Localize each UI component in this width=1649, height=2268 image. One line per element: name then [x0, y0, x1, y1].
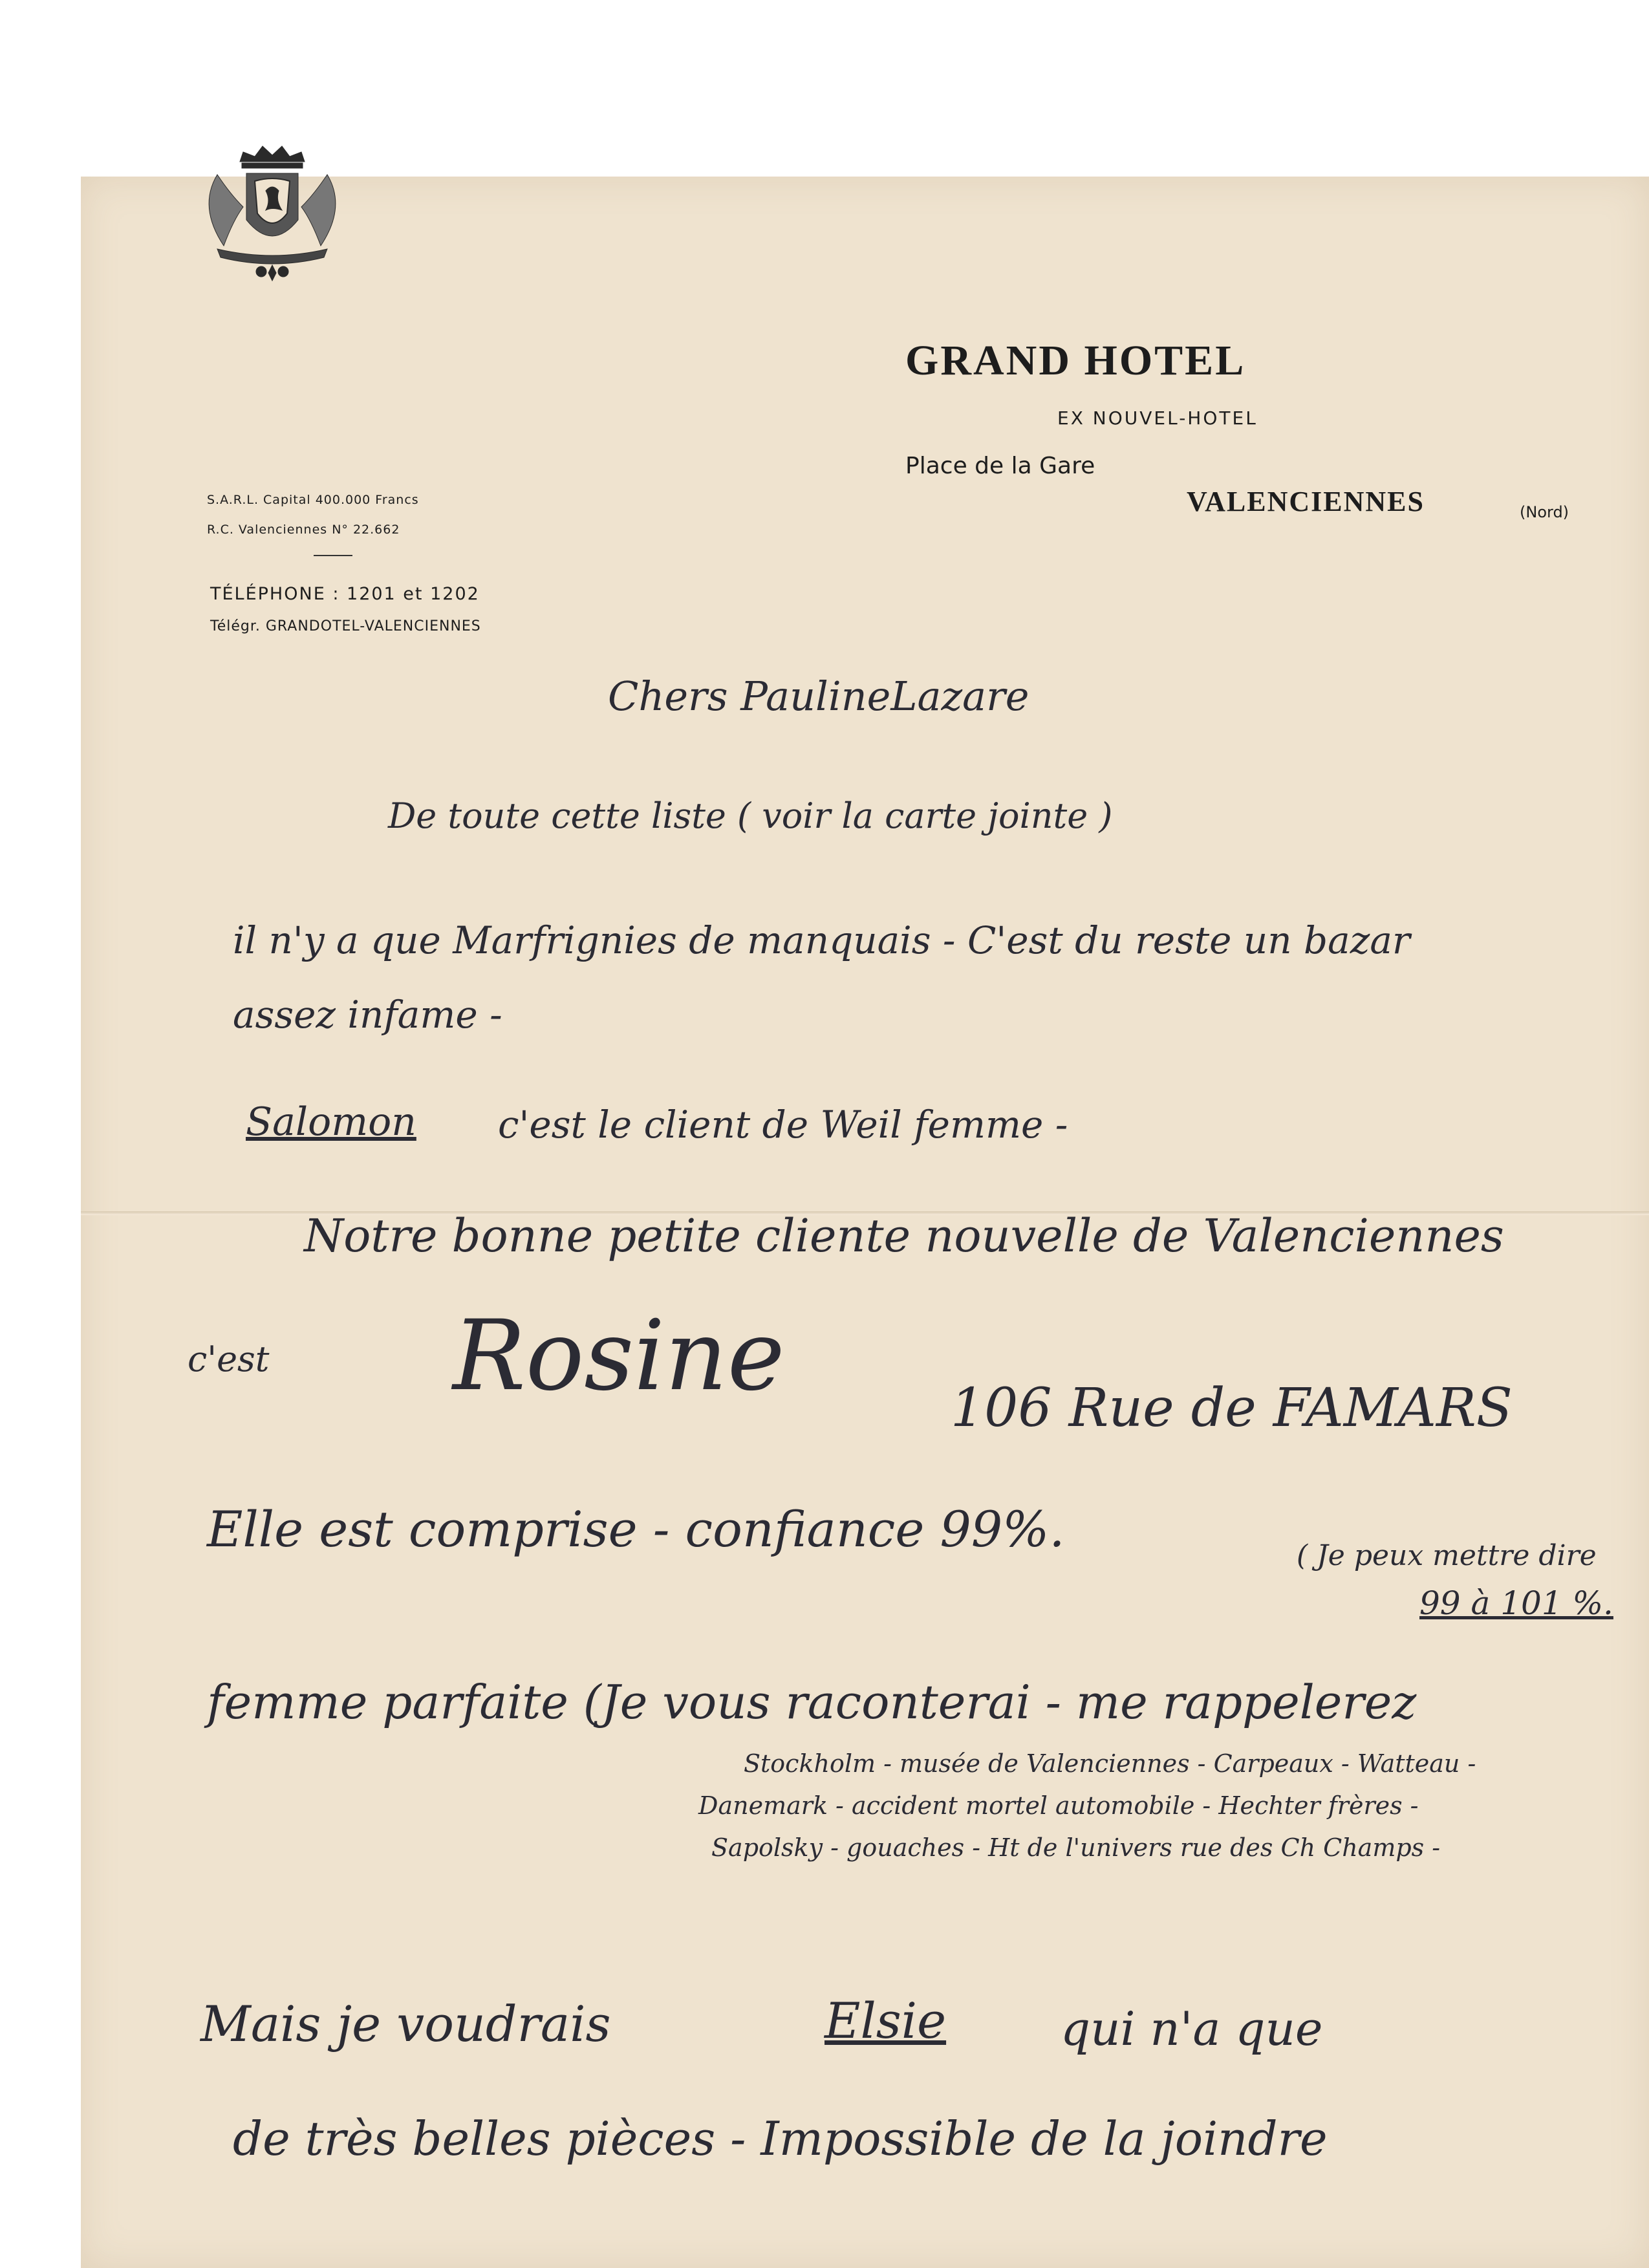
salutation: Chers PaulineLazare	[608, 673, 1029, 720]
letter-line-2: il n'y a que Marfrignies de manquais - C'est du reste un bazar	[233, 918, 1410, 962]
info-divider	[314, 555, 352, 556]
letter-line-7-note: ( Je peux mettre dire	[1297, 1539, 1597, 1572]
letter-line-6-address: 106 Rue de FAMARS	[951, 1377, 1513, 1439]
coat-of-arms-icon	[178, 142, 366, 291]
company-capital: S.A.R.L. Capital 400.000 Francs	[207, 493, 419, 507]
hotel-region: (Nord)	[1520, 503, 1569, 521]
telephone: TÉLÉPHONE : 1201 et 1202	[210, 584, 480, 604]
letter-line-12-b: qui n'a que	[1061, 2002, 1323, 2056]
letter-line-4-name: Salomon	[246, 1099, 416, 1145]
letter-line-11: Sapolsky - gouaches - Ht de l'univers rue des Ch Champs -	[711, 1833, 1441, 1862]
hotel-former-name: EX NOUVEL-HOTEL	[1057, 407, 1258, 429]
letter-line-12-a: Mais je voudrais	[200, 1995, 611, 2053]
letter-line-9: Stockholm - musée de Valenciennes - Carpeaux - Watteau -	[744, 1749, 1476, 1778]
letter-line-6-name: Rosine	[453, 1300, 785, 1412]
company-registry: R.C. Valenciennes N° 22.662	[207, 523, 400, 537]
letter-line-8: femme parfaite (Je vous raconterai - me rappelerez	[207, 1675, 1417, 1729]
letter-line-10: Danemark - accident mortel automobile - Hechter frères -	[698, 1791, 1419, 1820]
letter-line-1: De toute cette liste ( voir la carte jointe )	[388, 795, 1113, 836]
letter-line-7: Elle est comprise - confiance 99%.	[207, 1500, 1065, 1558]
telegraph: Télégr. GRANDOTEL-VALENCIENNES	[210, 618, 481, 634]
letter-line-7-note-2: 99 à 101 %.	[1419, 1584, 1613, 1622]
letter-line-3: assez infame -	[233, 993, 502, 1037]
letter-line-13: de très belles pièces - Impossible de la joindre	[233, 2111, 1328, 2166]
hotel-name: GRAND HOTEL	[905, 337, 1246, 384]
hotel-city: VALENCIENNES	[1187, 486, 1425, 517]
letter-line-4-rest: c'est le client de Weil femme -	[498, 1103, 1068, 1147]
letter-line-12-name: Elsie	[824, 1992, 947, 2049]
letter-line-6-prefix: c'est	[188, 1339, 270, 1379]
hotel-address: Place de la Gare	[905, 453, 1095, 479]
letter-line-5: Notre bonne petite cliente nouvelle de Valenciennes	[304, 1209, 1504, 1262]
